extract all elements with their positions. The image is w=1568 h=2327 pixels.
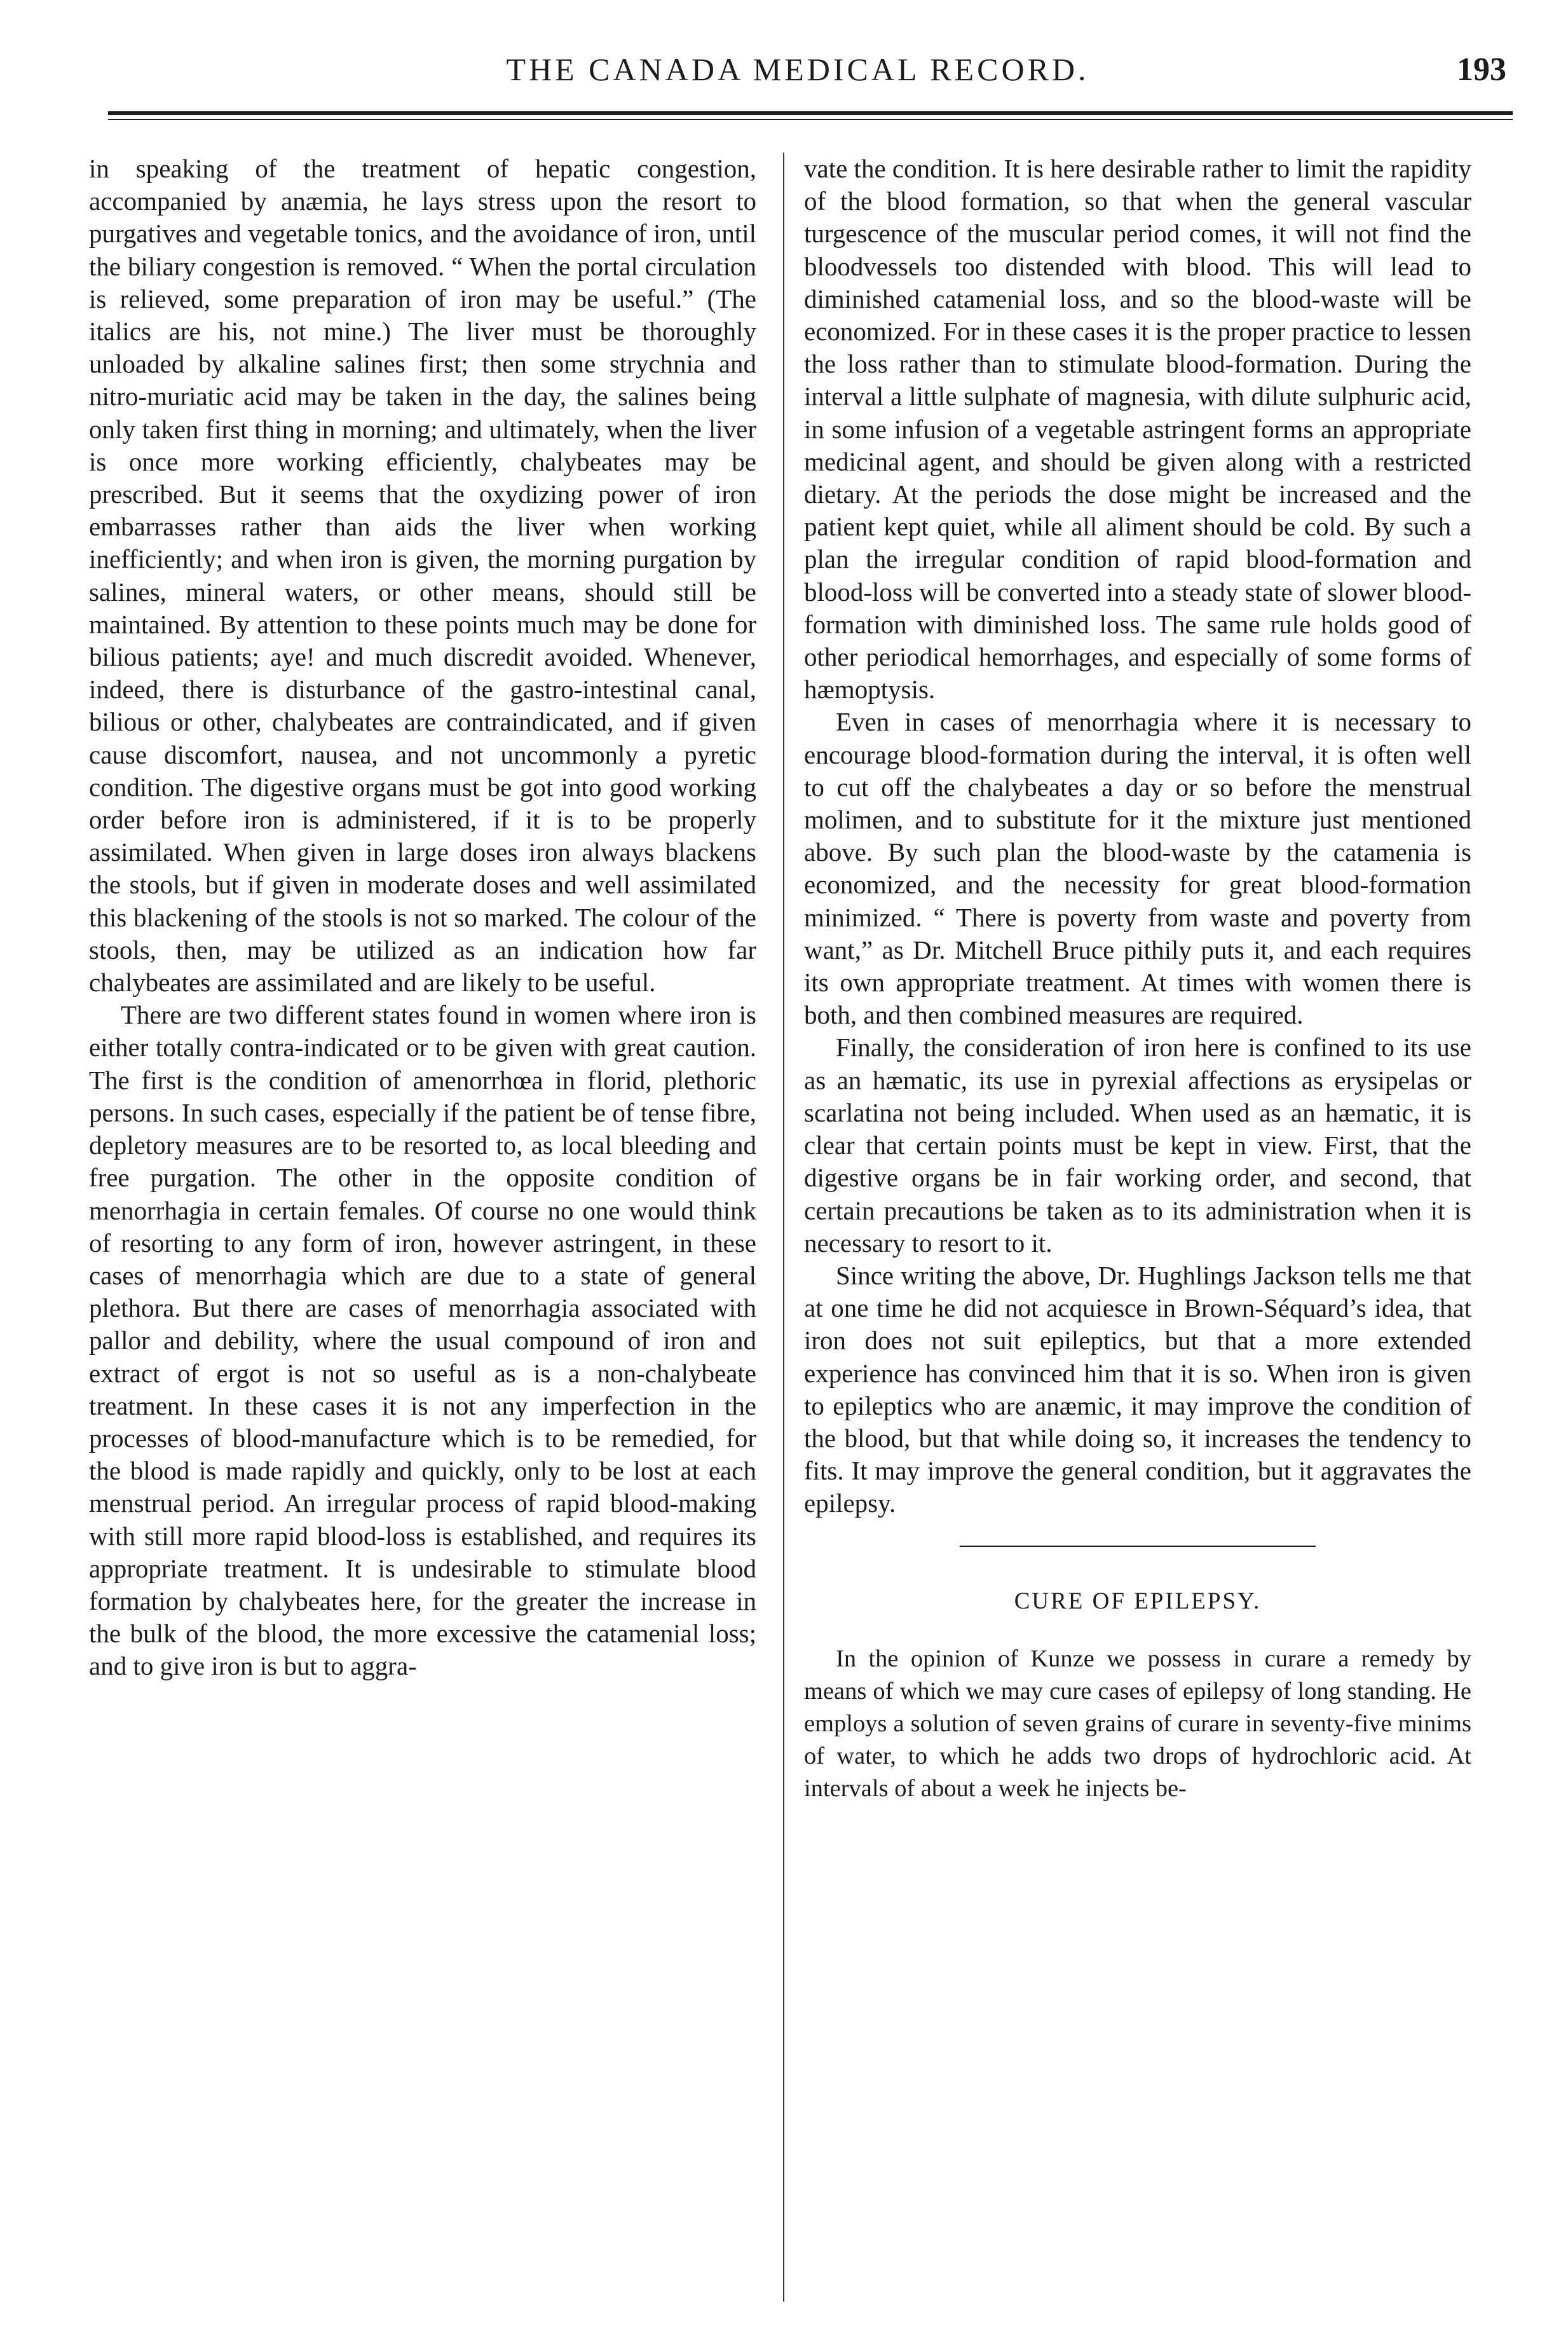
left-paragraph-2: There are two different states found in women where iron is either totally contra-indicated or to be given with great caution. The first is the condition of amenorrhœa in florid, plethoric persons. In such cases, especially if the patient be of tense fibre, depletory measures are to be resorted to, as local bleeding and free purgation. The other in the opposite condition of menorrhagia in certain females. Of course no one would think of resorting to any form of iron, however astringent, in these cases of menorrhagia which are due to a state of general plethora. But there are cases of menorrhagia associated with pallor and debility, where the usual compound of iron and extract of ergot is not so useful as is a non-chalybeate treatment. In these cases it is not any imperfection in the processes of blood-manufacture which is to be remedied, for the blood is made rapidly and quickly, only to be lost at each menstrual period. An irregular process of rapid blood-making with still more rapid blood-loss is established, and requires its appropriate treatment. It is undesirable to stimulate blood formation by chalybeates here, for the greater the increase in the bulk of the blood, the more excessive the catamenial loss; and to give iron is but to aggra-	[89, 1000, 756, 1681]
left-column	[89, 153, 756, 2314]
header-rule-thick	[108, 111, 1513, 115]
right-paragraph-4: Since writing the above, Dr. Hughlings Jackson tells me that at one time he did not acquiesce in Brown-Séquard’s idea, that iron does not suit epileptics, but that a more extended experience has convinced him that it is so. When iron is given to epileptics who are anæmic, it may improve the condition of the blood, but that while doing so, it increases the tendency to fits. It may improve the general condition, but it aggravates the epilepsy.	[804, 1260, 1471, 1518]
header-rule-thin	[108, 119, 1513, 120]
right-column	[804, 153, 1471, 2314]
right-paragraph-2: Even in cases of menorrhagia where it is necessary to encourage blood-formation during the interval, it is often well to cut off the chalybeates a day or so before the menstrual molimen, and to substitute for it the mixture just mentioned above. By such plan the blood-waste by the catamenia is economized, and the necessity for great blood-formation minimized. “ There is poverty from waste and poverty from want,” as Dr. Mitchell Bruce pithily puts it, and each requires its own appropriate treatment. At times with women there is both, and then combined measures are required.	[804, 707, 1471, 1030]
left-paragraph-1: in speaking of the treatment of hepatic congestion, accompanied by anæmia, he lays stress upon the resort to purgatives and vegetable tonics, and the avoidance of iron, until the biliary congestion is removed. “ When the portal circulation is relieved, some preparation of iron may be useful.” (The italics are his, not mine.) The liver must be thoroughly unloaded by alkaline salines first; then some strychnia and nitro-muriatic acid may be taken in the day, the salines being only taken first thing in morning; and ultimately, when the liver is once more working efficiently, chalybeates may be prescribed. But it seems that the oxydizing power of iron embarrasses rather than aids the liver when working inefficiently; and when iron is given, the morning purgation by salines, mineral waters, or other means, should still be maintained. By attention to these points much may be done for bilious patients; aye! and much discredit avoided. Whenever, indeed, there is disturbance of the gastro-intestinal canal, bilious or other, chalybeates are contraindicated, and if given cause discomfort, nausea, and not uncommonly a pyretic condition. The digestive organs must be got into good working order before iron is administered, if it is to be properly assimilated. When given in large doses iron always blackens the stools, but if given in moderate doses and well assimilated this blackening of the stools is not so marked. The colour of the stools, then, may be utilized as an indication how far chalybeates are assimilated and are likely to be useful.	[89, 154, 756, 998]
right-paragraph-5: In the opinion of Kunze we possess in curare a remedy by means of which we may cure cases of epilepsy of long standing. He employs a solution of seven grains of curare in seventy-five minims of water, to which he adds two drops of hydrochloric acid. At intervals of about a week he injects be-	[804, 1645, 1471, 1802]
page-header	[89, 45, 1506, 102]
column-divider	[783, 153, 784, 2302]
right-paragraph-3: Finally, the consideration of iron here is confined to its use as an hæmatic, its use in pyrexial affections as erysipelas or scarlatina not being included. When used as an hæmatic, it is clear that certain points must be kept in view. First, that the digestive organs be in fair working order, and second, that certain precautions be taken as to its administration when it is necessary to resort to it.	[804, 1033, 1471, 1258]
page-number: 193	[1457, 51, 1506, 88]
section-divider	[960, 1546, 1316, 1547]
journal-title: THE CANADA MEDICAL RECORD.	[506, 51, 1089, 87]
right-paragraph-1: vate the condition. It is here desirable rather to limit the rapidity of the blood formation, so that when the general vascular turgescence of the muscular period comes, it will not find the bloodvessels too distended with blood. This will lead to diminished catamenial loss, and so the blood-waste will be economized. For in these cases it is the proper practice to lessen the loss rather than to stimulate blood-formation. During the interval a little sulphate of magnesia, with dilute sulphuric acid, in some infusion of a vegetable astringent forms an appropriate medicinal agent, and should be given along with a restricted dietary. At the periods the dose might be increased and the patient kept quiet, while all aliment should be cold. By such a plan the irregular condition of rapid blood-formation and blood-loss will be converted into a steady state of slower blood-formation with diminished loss. The same rule holds good of other periodical hemorrhages, and especially of some forms of hæmoptysis.	[804, 154, 1471, 704]
section-heading: CURE OF EPILEPSY.	[1014, 1588, 1262, 1614]
